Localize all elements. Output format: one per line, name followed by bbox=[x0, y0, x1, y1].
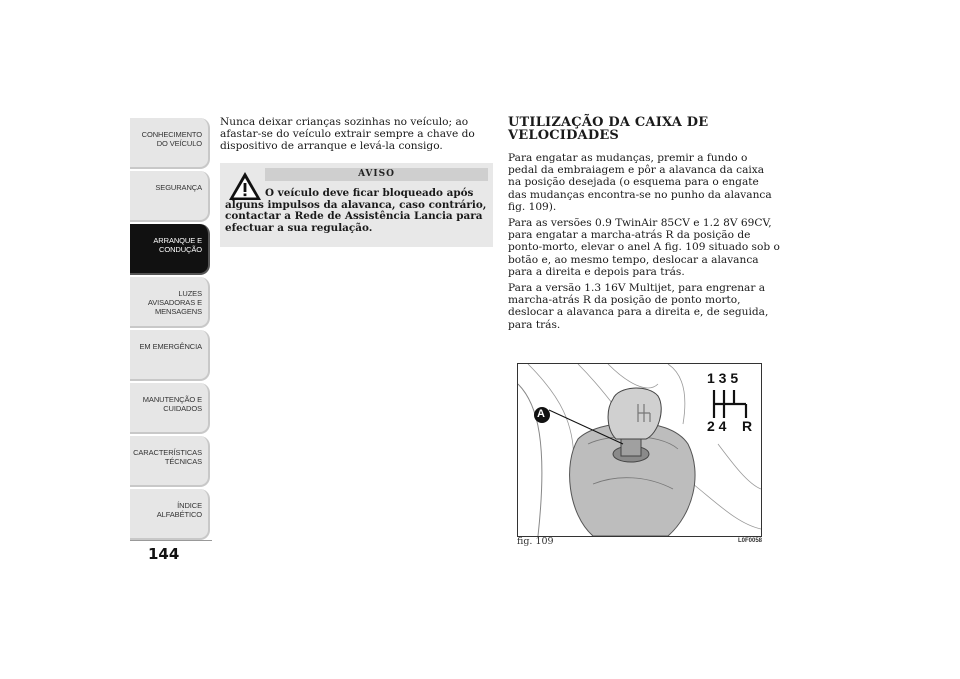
tab-indice[interactable]: ÍNDICE ALFABÉTICO bbox=[130, 489, 210, 540]
tab-conhecimento[interactable]: CONHECIMENTO DO VEÍCULO bbox=[130, 118, 210, 169]
body-paragraph: Para as versões 0.9 TwinAir 85CV e 1.2 8V 69CV, para engatar a marcha-atrás R da posição de ponto-morto, elevar o anel A fig. 109 situado sob o botão e, ao mesmo tempo, deslocar a alavanca para a direita e depois para trás. bbox=[508, 217, 780, 278]
gear-pattern-top: 1 3 5 bbox=[707, 370, 739, 386]
tab-manutencao[interactable]: MANUTENÇÃO E CUIDADOS bbox=[130, 383, 210, 434]
tab-emergencia[interactable]: EM EMERGÊNCIA bbox=[130, 330, 210, 381]
tab-luzes[interactable]: LUZES AVISADORAS E MENSAGENS bbox=[130, 277, 210, 328]
figure-code: L0F0058 bbox=[738, 538, 763, 544]
gear-pattern-bottom-left: 2 4 bbox=[707, 418, 727, 434]
callout-label-a: A bbox=[537, 408, 545, 420]
warning-text: O veículo deve ficar bloqueado após alguns impulsos da alavanca, caso contrário, contactar a Rede de Assistência Lancia para efectuar a sua regulação. bbox=[225, 187, 487, 234]
tab-caracteristicas[interactable]: CARACTERÍSTICAS TÉCNICAS bbox=[130, 436, 210, 487]
section-heading: UTILIZAÇÃO DA CAIXA DE VELOCIDADES bbox=[508, 115, 709, 143]
page-number-divider bbox=[130, 540, 212, 541]
gear-pattern-reverse: R bbox=[742, 418, 753, 434]
warning-heading: AVISO bbox=[265, 168, 488, 181]
body-paragraph: Para engatar as mudanças, premir a fundo o pedal da embraiagem e pôr a alavanca da caixa na posição desejada (o esquema para o engate das mudanças encontra-se no punho da alavanca fig. 109). bbox=[508, 152, 772, 213]
intro-text-block bbox=[220, 116, 492, 153]
section-body bbox=[508, 152, 780, 335]
tab-arranque[interactable]: ARRANQUE E CONDUÇÃO bbox=[130, 224, 210, 275]
tab-seguranca[interactable]: SEGURANÇA bbox=[130, 171, 210, 222]
body-paragraph: Para a versão 1.3 16V Multijet, para engrenar a marcha-atrás R da posição de ponto morto, deslocar a alavanca para a direita e, de seguida, para trás. bbox=[508, 282, 769, 331]
gear-lever-illustration bbox=[518, 364, 761, 536]
figure-caption: fig. 109 bbox=[517, 536, 554, 547]
warning-box bbox=[220, 163, 493, 247]
page-number: 144 bbox=[148, 545, 180, 563]
gear-lever-figure bbox=[517, 363, 762, 537]
intro-paragraph: Nunca deixar crianças sozinhas no veículo; ao afastar-se do veículo extrair sempre a chave do dispositivo de arranque e levá-la consigo. bbox=[220, 116, 475, 153]
